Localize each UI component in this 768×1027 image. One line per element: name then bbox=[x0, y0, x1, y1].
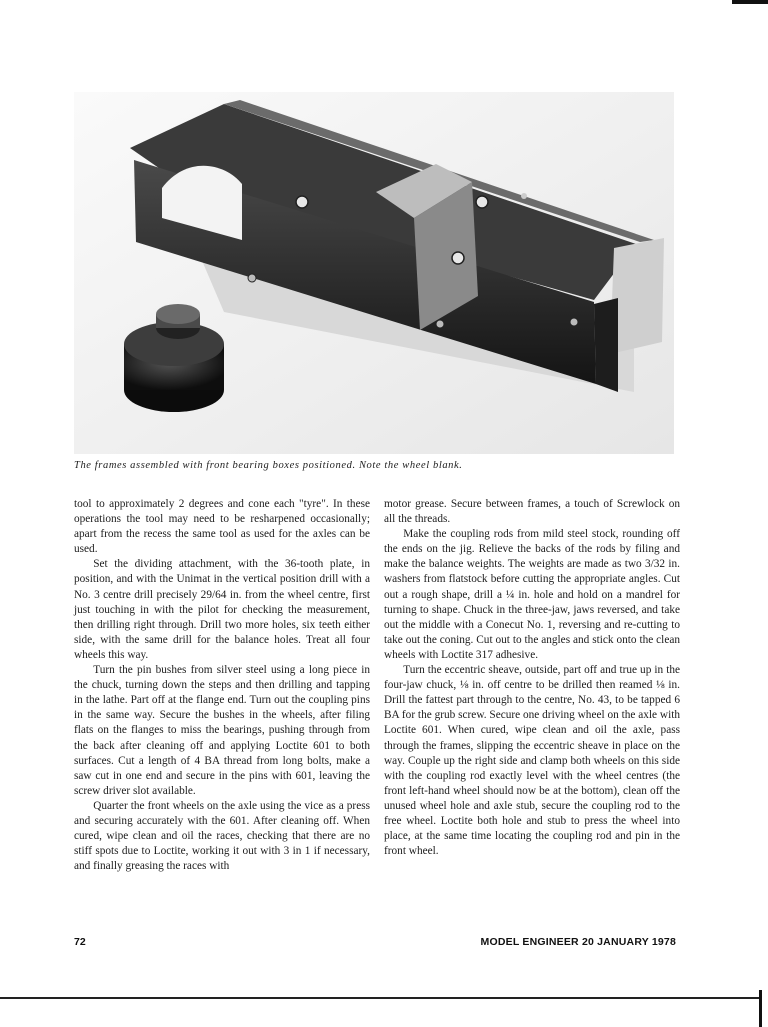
bottom-rule bbox=[0, 997, 760, 999]
page-number: 72 bbox=[74, 936, 86, 948]
article-column-left bbox=[74, 497, 370, 874]
article-column-right bbox=[384, 497, 680, 859]
paragraph: tool to approximately 2 degrees and cone each "tyre". In these operations the tool may need to be resharpened occasionally; apart from the recess the same tool as used for the axles can be used. bbox=[74, 498, 370, 556]
corner-print-mark bbox=[732, 0, 768, 4]
paragraph: Make the coupling rods from mild steel stock, rounding off the ends on the jig. Relieve the backs of the rods by filing and make the balance weights. The weights are made as two 3/32 in. washers from flatstock before cutting the appropriate angles. Cut out a rough shape, drill a ¼ in. hole and hold on a mandrel for turning to shape. Chuck in the three-jaw, jaws reversed, and take out the middle with a Conecut No. 1, reversing and re-cutting to take out the coning. Cut out to the angles and stick onto the clean wheels with Loctite 317 adhesive. bbox=[384, 528, 680, 661]
running-footer: MODEL ENGINEER 20 JANUARY 1978 bbox=[480, 936, 676, 948]
paragraph: Quarter the front wheels on the axle using the vice as a press and securing accurately with the 601. After cleaning off. When cured, wipe clean and oil the races, checking that there are no stiff spots due to Loctite, working it out with 3 in 1 if necessary, and finally greasing the races with bbox=[74, 799, 370, 873]
paragraph: Turn the pin bushes from silver steel using a long piece in the chuck, turning down the steps and then drilling and tapping in the lathe. Part off at the flange end. Turn out the coupling pins in the same way. Secure the bushes in the wheels, after filing flats on the flanges to miss the bearings, pushing through from the back after cleaning off and applying Loctite 601 to both surfaces. Cut a length of 4 BA thread from long bolts, make a saw cut in one end and secure in the pins with 601, leaving the screw driver slot available. bbox=[74, 664, 370, 797]
paragraph: motor grease. Secure between frames, a touch of Screwlock on all the threads. bbox=[384, 498, 680, 526]
figure-caption: The frames assembled with front bearing boxes positioned. Note the wheel blank. bbox=[74, 460, 463, 471]
paragraph: Turn the eccentric sheave, outside, part off and true up in the four-jaw chuck, ⅛ in. off centre to be drilled then reamed ⅛ in. Drill the fattest part through to the centre, No. 43, to be tapped 6 BA for the grub screw. Secure one driving wheel on the axle with Loctite 601. When cured, wipe clean and oil the axle, pass through the frames, slipping the eccentric sheave in place on the way. Couple up the right side and clamp both wheels on this side with the coupling rod exactly level with the wheel centres (the front left-hand wheel should now be at the bottom), clean off the unused wheel hole and axle stub, secure the coupling rod to the free wheel. Loctite both hole and stub to press the wheel into place, at the same time locating the coupling rod and pin in the front wheel. bbox=[384, 664, 680, 858]
edge-print-mark bbox=[759, 990, 762, 1027]
frames-assembly-photograph bbox=[74, 92, 674, 454]
paragraph: Set the dividing attachment, with the 36-tooth plate, in position, and with the Unimat in the vertical position drill with a No. 3 centre drill precisely 29/64 in. from the wheel centre, first just touching in with the pilot for checking the measurement, then drilling right through. Drill two more holes, six teeth either side, with the same drill for the balance holes. Treat all four wheels this way. bbox=[74, 558, 370, 661]
